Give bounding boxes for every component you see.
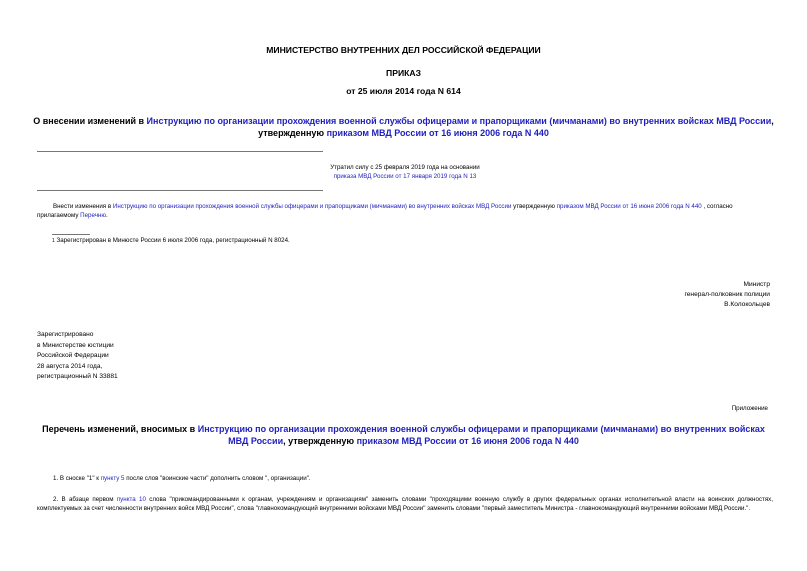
document-date-number: от 25 июля 2014 года N 614 [346, 86, 461, 96]
registration-line: регистрационный N 33881 [37, 373, 118, 380]
registration-line: Зарегистрировано [37, 331, 94, 338]
registration-line: в Министерстве юстиции [37, 341, 114, 349]
appendix-title-middle: , утвержденную [283, 436, 357, 446]
list-link[interactable]: Перечню [80, 212, 106, 220]
appendix-label: Приложение [731, 405, 768, 412]
divider-top [37, 151, 323, 152]
registration-line: 28 августа 2014 года, [37, 362, 103, 370]
item2-point-link[interactable]: пункта 10 [116, 496, 146, 503]
divider-bottom [37, 190, 323, 191]
item1-prefix: 1. В сноске "1" к [53, 475, 101, 482]
registration-line: Российской Федерации [37, 352, 109, 359]
change-item-1 [37, 474, 773, 483]
document-type: ПРИКАЗ [386, 68, 421, 78]
subject-middle: , утвержденную [258, 116, 774, 138]
signature-name: В.Колокольцев [724, 301, 770, 308]
paragraph-order-link[interactable]: приказом МВД России от 16 июня 2006 года N 440 [556, 203, 702, 210]
paragraph-end: . [106, 212, 108, 220]
item2-prefix: 2. В абзаце первом [53, 496, 117, 503]
document-subject [20, 115, 787, 139]
paragraph-prefix: Внести изменения в [53, 203, 113, 210]
repeal-order-link[interactable]: приказа МВД России от 17 января 2019 года N 13 [333, 173, 477, 181]
footnote-text: Зарегистрирован в Минюсте России 6 июля 2006 года, регистрационный N 8024. [54, 237, 290, 244]
paragraph-instruction-link[interactable]: Инструкцию по организации прохождения военной службы офицерами и прапорщиками (мичманами) во внутренних войсках МВД России [112, 203, 512, 210]
item1-point-link[interactable]: пункту 5 [100, 475, 125, 482]
subject-prefix: О внесении изменений в [33, 116, 147, 126]
footnote [52, 236, 752, 246]
appendix-title [40, 423, 767, 447]
order-440-link[interactable]: приказом МВД России от 16 июня 2006 года N 440 [326, 128, 549, 138]
paragraph-middle-2: , согласно прилагаемому [37, 203, 733, 220]
footnote-mark: 1 [52, 238, 55, 244]
signature-block [570, 280, 770, 310]
paragraph-middle: утвержденную [511, 203, 557, 210]
appendix-order-link[interactable]: приказом МВД России от 16 июня 2006 года N 440 [356, 436, 579, 446]
signature-title: Министр [743, 281, 770, 288]
instruction-link[interactable]: Инструкцию по организации прохождения военной службы офицерами и прапорщиками (мичманами) во внутренних войсках МВД России [146, 116, 772, 126]
status-line: Утратил силу с 25 февраля 2019 года на основании [330, 164, 480, 171]
registration-block [37, 330, 237, 383]
change-item-2 [37, 495, 773, 514]
item1-text: после слов "воинские части" дополнить словом ", организации". [124, 475, 311, 482]
appendix-title-prefix: Перечень изменений, вносимых в [42, 424, 198, 434]
appendix-instruction-link[interactable]: Инструкцию по организации прохождения военной службы офицерами и прапорщиками (мичманами) во внутренних войсках МВД России [197, 424, 765, 446]
signature-rank: генерал-полковник полиции [684, 291, 770, 298]
ministry-heading: МИНИСТЕРСТВО ВНУТРЕННИХ ДЕЛ РОССИЙСКОЙ ФЕДЕРАЦИИ [266, 45, 541, 55]
footnote-divider [52, 234, 90, 235]
item2-text: слова "прикомандированными к органам, учреждениям и организациям" заменить словами "проходящими военную службу в других федеральных органах исполнительной власти на воинских должностях, комплектуемых за счет численности внутренних войск МВД России", слова "главнокомандующий внутренними войсками МВД России" заменить словами "первый заместитель Министра - главнокомандующий внутренними войсками МВД России.". [37, 496, 773, 513]
order-paragraph [37, 202, 773, 221]
status-note [280, 163, 530, 182]
